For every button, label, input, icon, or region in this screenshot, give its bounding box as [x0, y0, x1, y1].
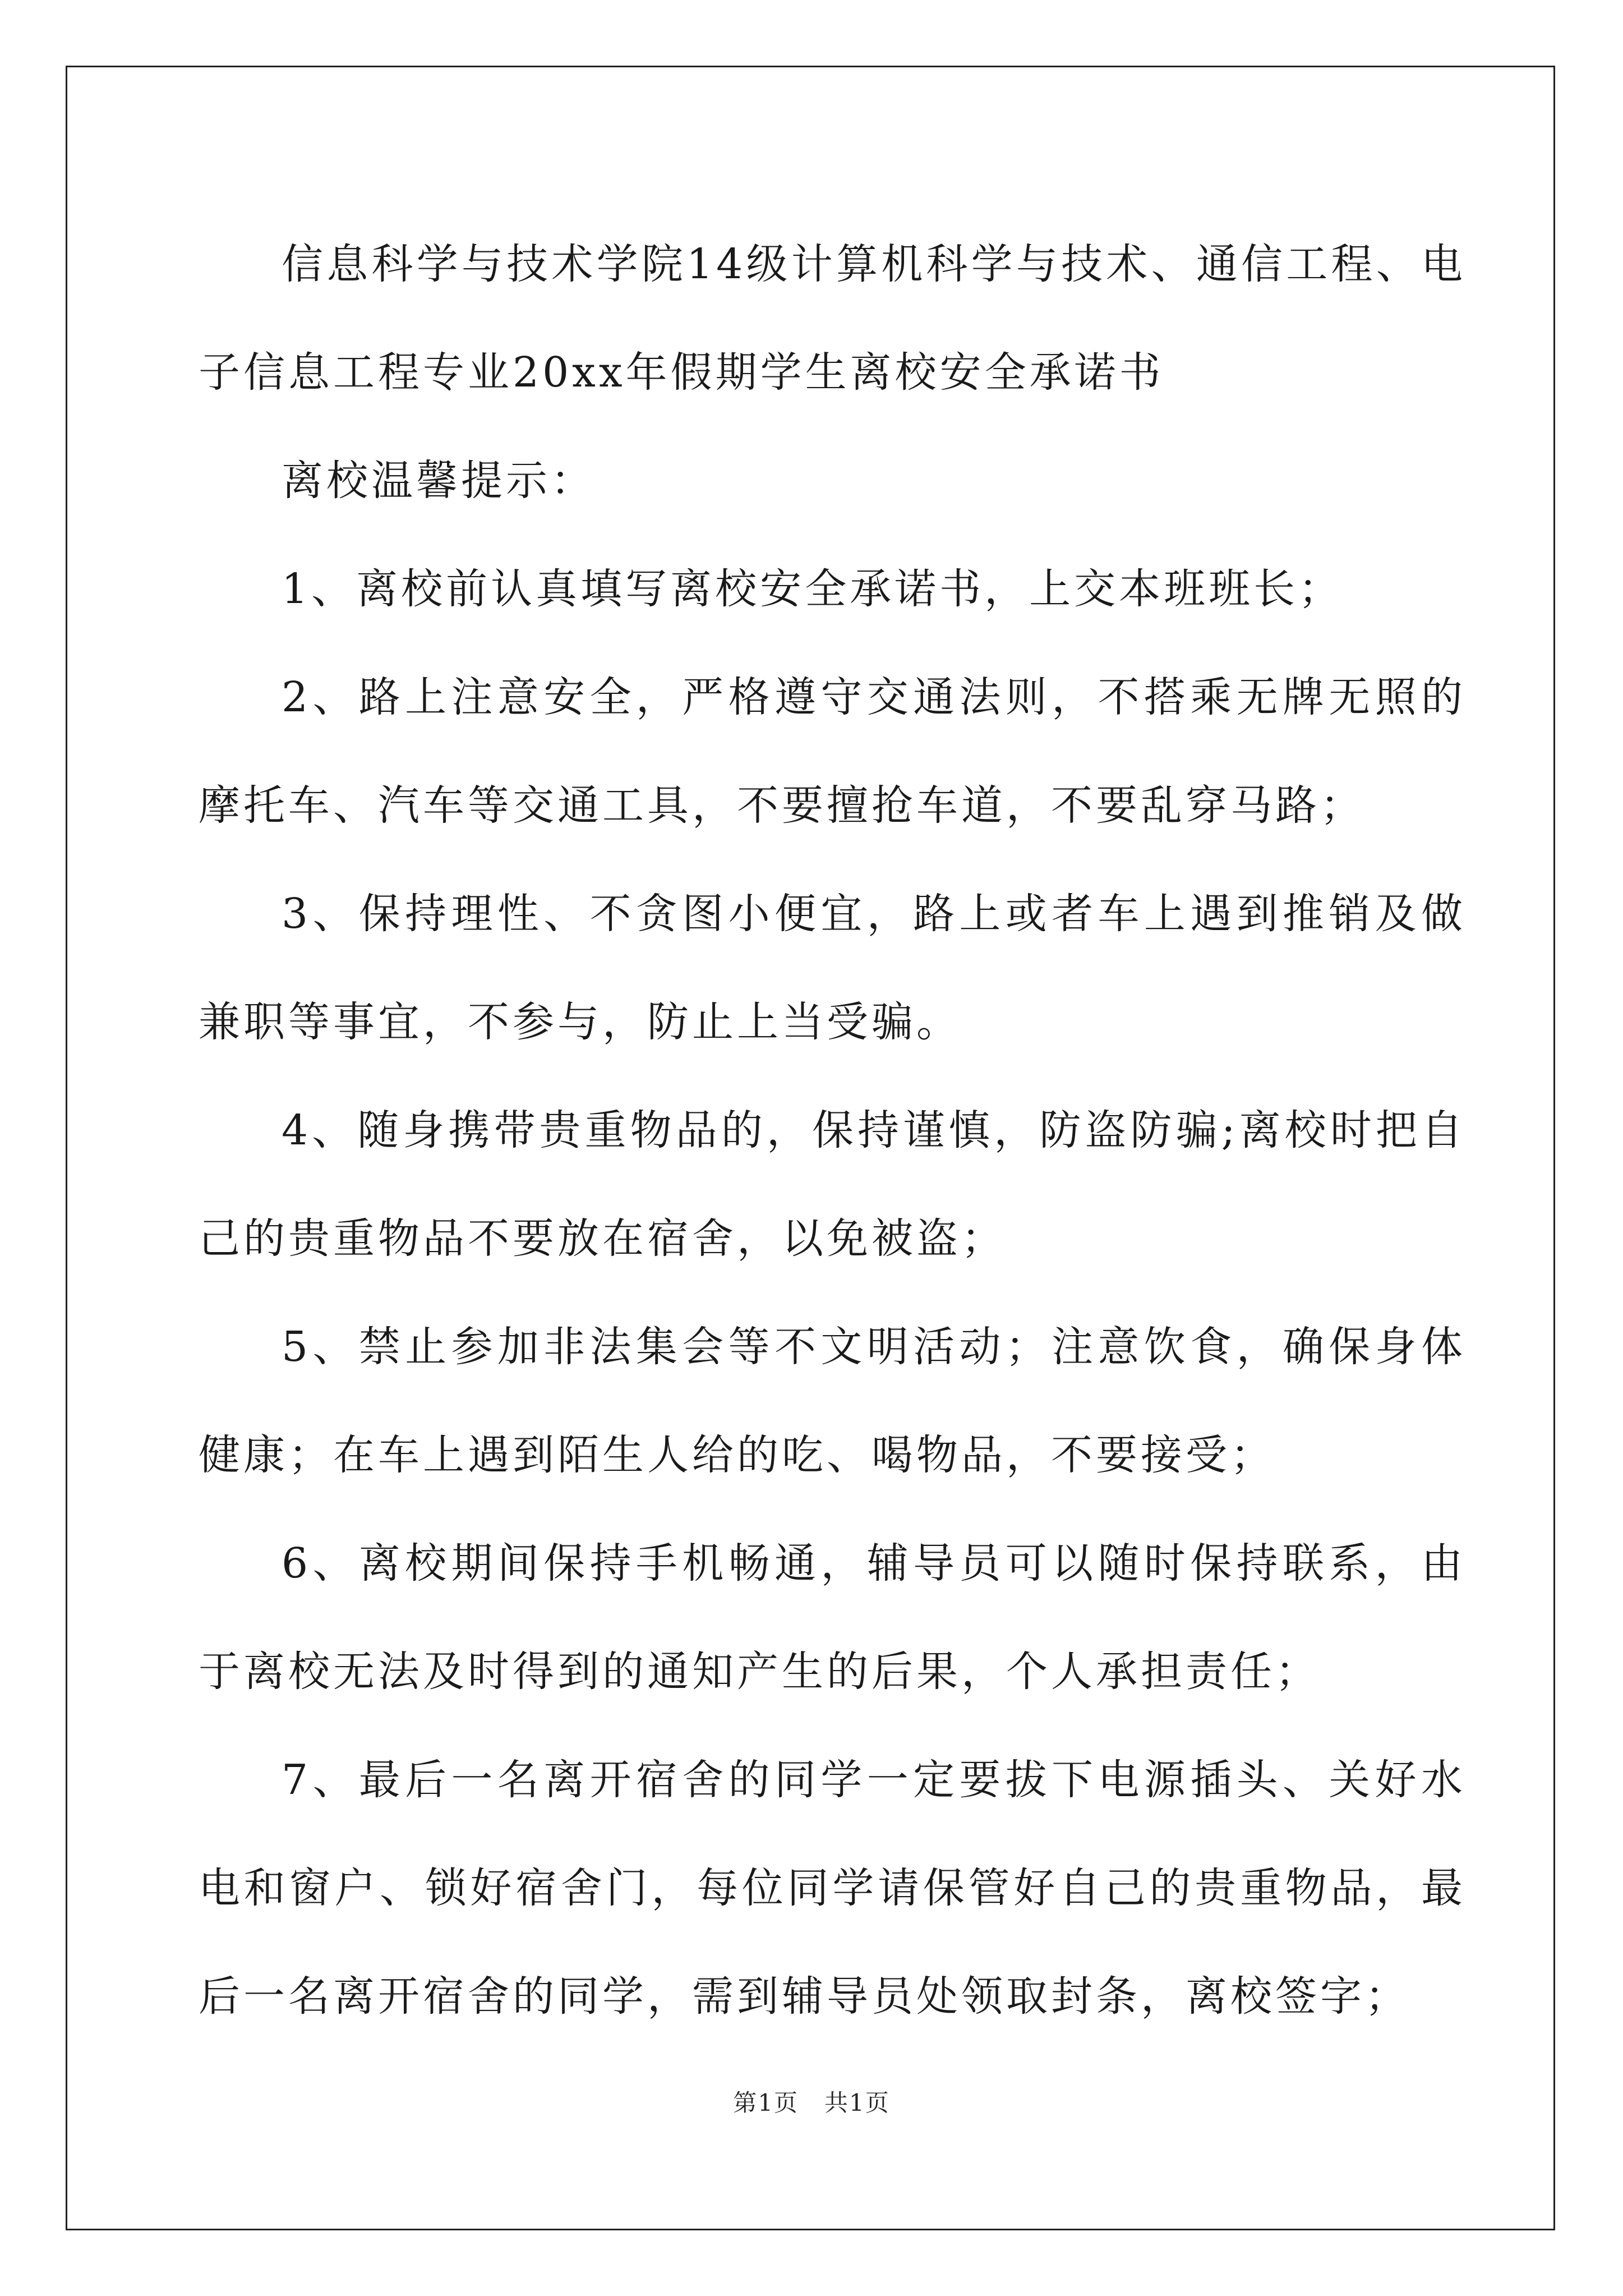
tip-item-3: 3、保持理性、不贪图小便宜，路上或者车上遇到推销及做兼职等事宜，不参与，防止上当受骗。 — [199, 890, 1466, 1046]
tips-heading: 离校温馨提示： — [282, 457, 596, 505]
tip-item-6: 6、离校期间保持手机畅通，辅导员可以随时保持联系，由于离校无法及时得到的通知产生的后果，个人承担责任； — [199, 1539, 1466, 1696]
tip-item-5: 5、禁止参加非法集会等不文明活动；注意饮食，确保身体健康；在车上遇到陌生人给的吃、喝物品，不要接受； — [199, 1323, 1466, 1479]
tip-item-1: 1、离校前认真填写离校安全承诺书，上交本班班长； — [282, 565, 1344, 613]
page-number: 第1页 — [733, 2089, 799, 2116]
document-title: 信息科学与技术学院14级计算机科学与技术、通信工程、电子信息工程专业20xx年假期学生离校安全承诺书 — [199, 240, 1466, 397]
document-body — [199, 210, 1466, 2051]
page-footer — [0, 2085, 1623, 2118]
tip-item-7: 7、最后一名离开宿舍的同学一定要拔下电源插头、关好水电和窗户、锁好宿舍门，每位同学请保管好自己的贵重物品，最后一名离开宿舍的同学，需到辅导员处领取封条，离校签字； — [199, 1756, 1466, 2021]
page-total: 共1页 — [824, 2089, 890, 2116]
tip-item-2: 2、路上注意安全，严格遵守交通法则，不搭乘无牌无照的摩托车、汽车等交通工具，不要擅抢车道，不要乱穿马路； — [199, 673, 1466, 830]
tip-item-4: 4、随身携带贵重物品的，保持谨慎，防盗防骗;离校时把自己的贵重物品不要放在宿舍，以免被盗； — [199, 1106, 1466, 1263]
